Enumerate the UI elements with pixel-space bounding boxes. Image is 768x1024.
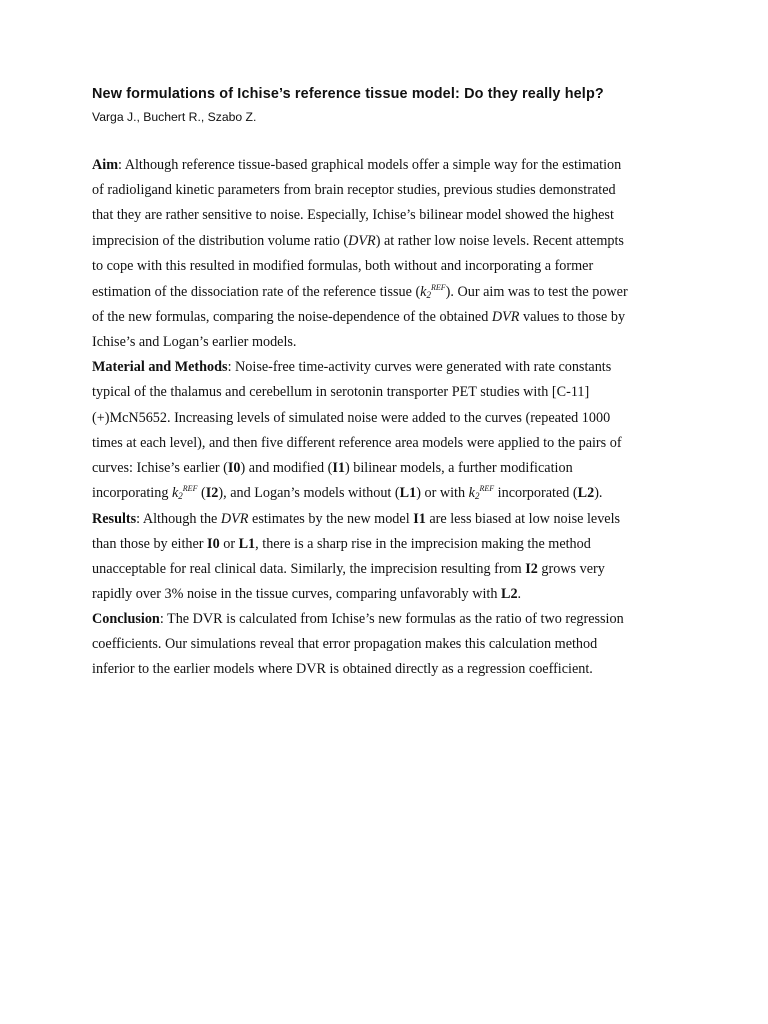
aim-line-4: imprecision of the distribution volume ratio (DVR) at rather low noise levels. Recent attempts (92, 233, 624, 249)
model-i0: I0 (227, 460, 241, 476)
methods-line-6: incorporating $k_2^{REF}$ (I2), and Logan’s models without (L1) or with $k_2^{REF}$ incorporated (L2). (92, 484, 603, 501)
conclusion-line-3: inferior to the earlier models where DVR is obtained directly as a regression coefficient. (92, 661, 593, 677)
aim-label: Aim (92, 157, 119, 173)
model-i2: I2 (205, 485, 219, 501)
k2-ref-term: $k_2^{REF}$ (420, 283, 446, 300)
model-i1: I1 (413, 511, 426, 527)
aim-line-7: of the new formulas, comparing the noise-dependence of the obtained DVR values to those by (92, 309, 626, 325)
methods-line-5: curves: Ichise’s earlier (I0) and modified (I1) bilinear models, a further modification (92, 460, 573, 476)
k2-ref-term: $k_2^{REF}$ (171, 484, 198, 501)
model-i1: I1 (332, 460, 345, 476)
results-line-3: unacceptable for real clinical data. Similarly, the imprecision resulting from I2 grows very (92, 561, 605, 577)
results-label: Results (92, 511, 137, 527)
model-l2: L2 (500, 586, 518, 602)
dvr-term: DVR (220, 511, 249, 527)
results-line-2: than those by either I0 or L1, there is a sharp rise in the imprecision making the method (92, 536, 591, 552)
methods-line-1: Material and Methods: Noise-free time-activity curves were generated with rate constants (92, 359, 612, 375)
dvr-term: DVR (348, 233, 376, 249)
aim-line-5: to cope with this resulted in modified formulas, both without and incorporating a former (92, 258, 594, 274)
aim-line-2: of radioligand kinetic parameters from brain receptor studies, previous studies demonstrated (92, 182, 616, 198)
conclusion-line-2: coefficients. Our simulations reveal that error propagation makes this calculation method (92, 636, 598, 652)
model-l1: L1 (399, 485, 417, 501)
methods-line-2: typical of the thalamus and cerebellum in serotonin transporter PET studies with [C-11] (92, 384, 590, 400)
aim-line-6: estimation of the dissociation rate of the reference tissue $(k_2^{REF})$. Our aim was to test the power (92, 283, 628, 300)
methods-line-3: (+)McN5652. Increasing levels of simulated noise were added to the curves (repeated 1000 (92, 410, 611, 426)
model-l2: L2 (577, 485, 595, 501)
conclusion-label: Conclusion (92, 611, 160, 627)
methods-label: Material and Methods (92, 359, 228, 375)
model-i2: I2 (525, 561, 538, 577)
paper-title: New formulations of Ichise’s reference tissue model: Do they really help? (92, 86, 604, 102)
results-line-4: rapidly over 3% noise in the tissue curves, comparing unfavorably with L2. (92, 586, 522, 602)
aim-line-8: Ichise’s and Logan’s earlier models. (92, 334, 297, 350)
dvr-term: DVR (491, 309, 520, 325)
aim-line-3: that they are rather sensitive to noise. Especially, Ichise’s bilinear model showed the highest (92, 207, 614, 223)
results-line-1: Results: Although the DVR estimates by the new model I1 are less biased at low noise levels (92, 511, 621, 527)
model-i0: I0 (207, 536, 220, 552)
k2-ref-term: $k_2^{REF}$ (468, 484, 495, 501)
author-list: Varga J., Buchert R., Szabo Z. (92, 110, 257, 124)
methods-line-4: times at each level), and then five different reference area models were applied to the pairs of (92, 435, 622, 451)
aim-line-1: Aim: Although reference tissue-based graphical models offer a simple way for the estimation (92, 157, 622, 173)
conclusion-line-1: Conclusion: The DVR is calculated from Ichise’s new formulas as the ratio of two regression (92, 611, 624, 627)
model-l1: L1 (238, 536, 256, 552)
